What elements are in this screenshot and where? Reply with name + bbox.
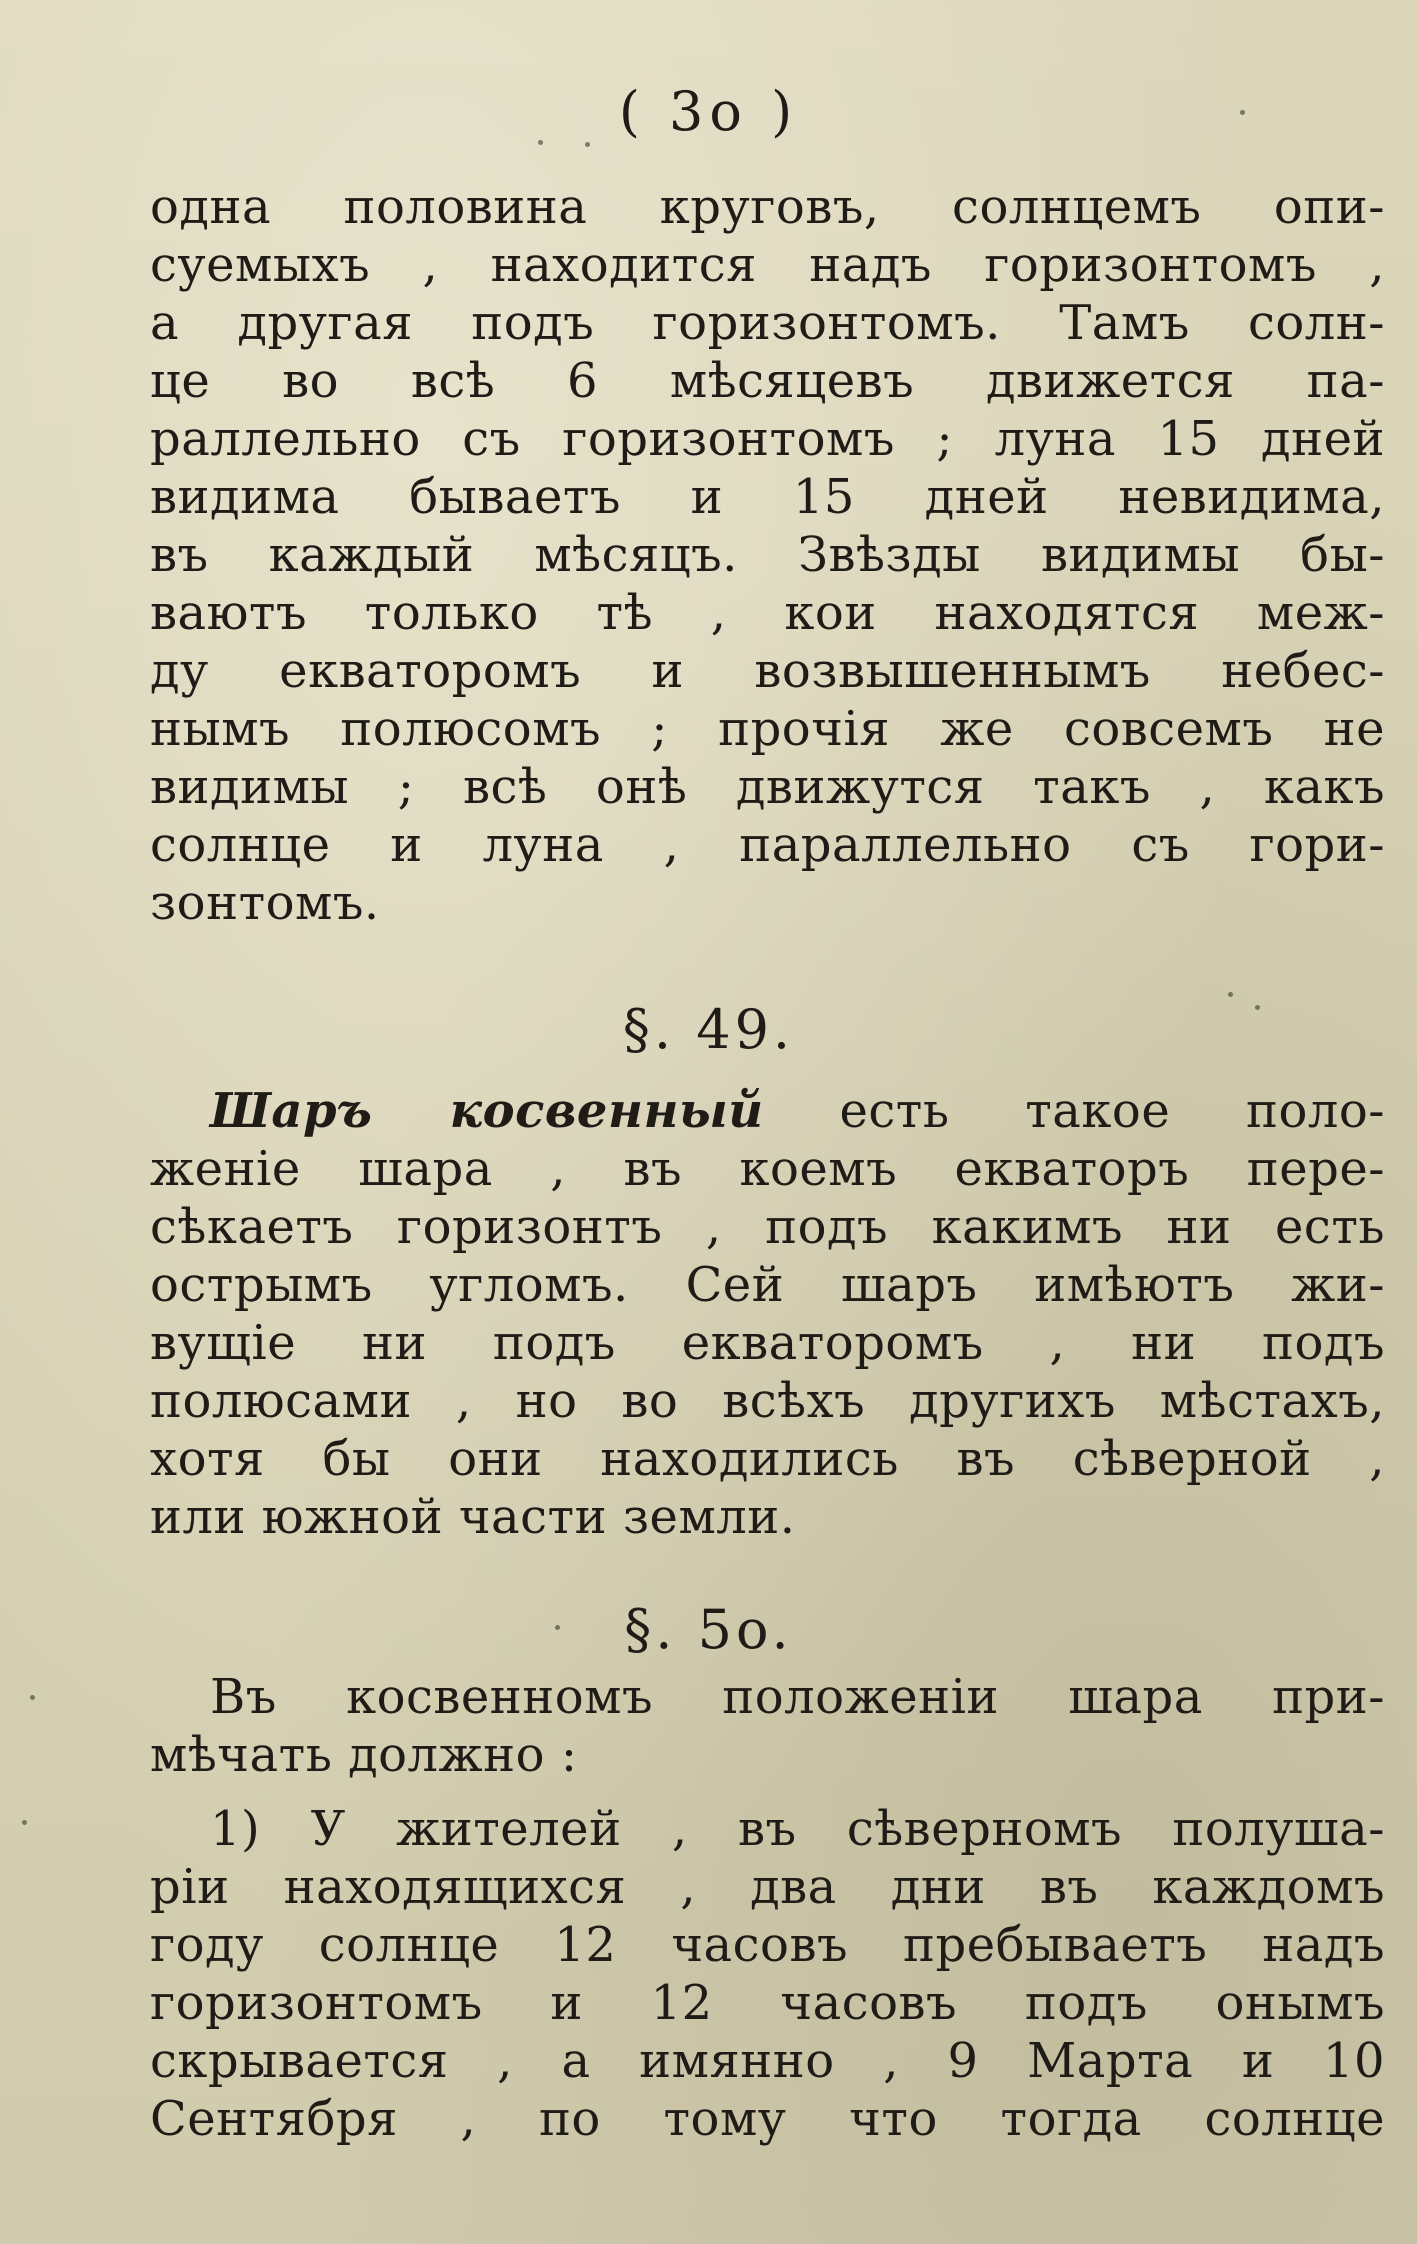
text-line: а другая подъ горизонтомъ. Тамъ солн- [150, 295, 1385, 351]
print-speck [585, 142, 590, 147]
text-line: скрывается , а имянно , 9 Марта и 10 [150, 2033, 1385, 2089]
text-line: острымъ угломъ. Сей шаръ имѣютъ жи- [150, 1257, 1385, 1313]
text-line: видимы ; всѣ онѣ движутся такъ , какъ [150, 759, 1385, 815]
text-line: солнце и луна , параллельно съ гори- [150, 817, 1385, 873]
text-line: ваютъ только тѣ , кои находятся меж- [150, 585, 1385, 641]
print-speck [22, 1820, 27, 1825]
text-line: ріи находящихся , два дни въ каждомъ [150, 1859, 1385, 1915]
section-heading-50: §. 5o. [624, 1598, 793, 1661]
section-49-first-line [210, 1082, 1385, 1140]
text-line: горизонтомъ и 12 часовъ подъ онымъ [150, 1975, 1385, 2031]
text-line: женіе шара , въ коемъ екваторъ пере- [150, 1141, 1385, 1197]
text-line: одна половина круговъ, солнцемъ опи- [150, 179, 1385, 235]
text-line: Въ косвенномъ положеніи шара при- [210, 1669, 1385, 1725]
text-line: це во всѣ 6 мѣсяцевъ движется па- [150, 353, 1385, 409]
text-line: нымъ полюсомъ ; прочія же совсемъ не [150, 701, 1385, 757]
text-line: раллельно съ горизонтомъ ; луна 15 дней [150, 411, 1385, 467]
list-item-line: 1) У жителей , въ сѣверномъ полуша- [210, 1801, 1385, 1857]
term-italic: Шаръ косвенный [210, 1083, 764, 1139]
text-line: суемыхъ , находится надъ горизонтомъ , [150, 237, 1385, 293]
text-line: году солнце 12 часовъ пребываетъ надъ [150, 1917, 1385, 1973]
text-line: зонтомъ. [150, 875, 380, 931]
text-line: полюсами , но во всѣхъ другихъ мѣстахъ, [150, 1373, 1385, 1429]
text-line: Сентября , по тому что тогда солнце [150, 2091, 1385, 2147]
print-speck [30, 1695, 35, 1700]
text-line: ду екваторомъ и возвышеннымъ небес- [150, 643, 1385, 699]
print-speck [1228, 992, 1233, 997]
text-line: сѣкаетъ горизонтъ , подъ какимъ ни есть [150, 1199, 1385, 1255]
text-line: мѣчать должно : [150, 1727, 578, 1783]
text-line: или южной части земли. [150, 1489, 796, 1545]
text-line: видима бываетъ и 15 дней невидима, [150, 469, 1385, 525]
page-number: ( 3o ) [618, 80, 799, 143]
text-fragment: есть такое поло- [839, 1083, 1386, 1139]
text-line: хотя бы они находились въ сѣверной , [150, 1431, 1385, 1487]
text-line: вущіе ни подъ екваторомъ , ни подъ [150, 1315, 1385, 1371]
section-heading-49: §. 49. [622, 998, 795, 1061]
text-line: въ каждый мѣсяцъ. Звѣзды видимы бы- [150, 527, 1385, 583]
